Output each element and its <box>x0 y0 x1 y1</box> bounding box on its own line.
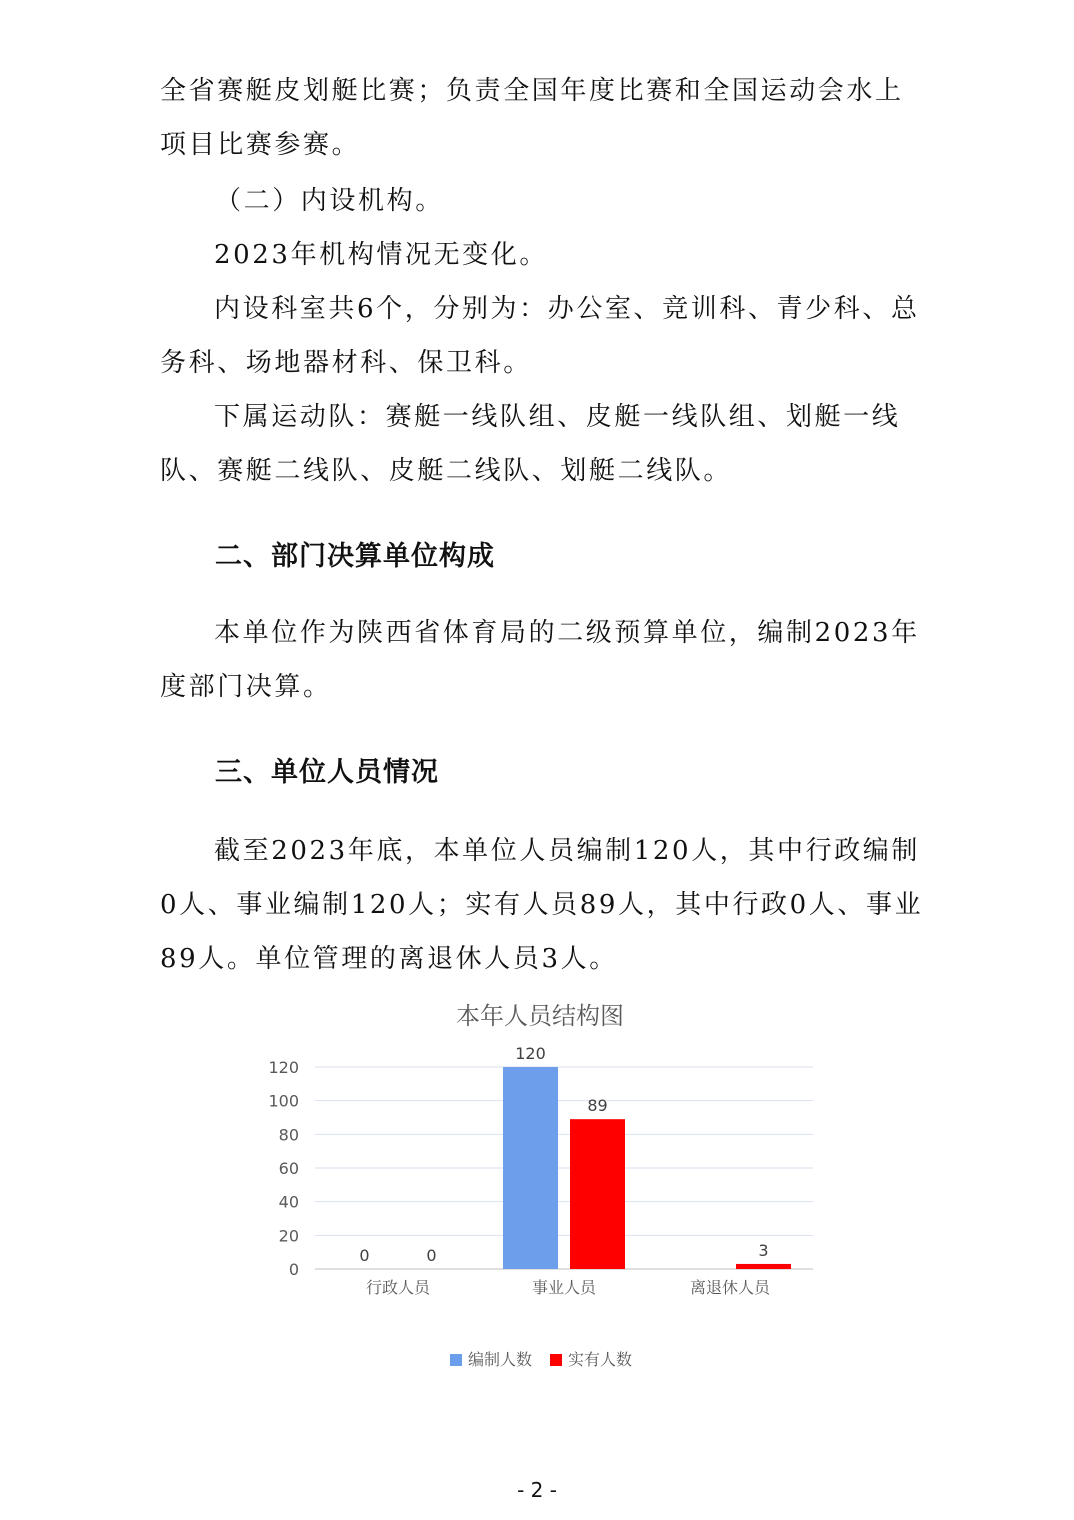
legend-label: 编制人数 <box>468 1350 533 1369</box>
x-tick-label: 离退休人员 <box>689 1278 771 1297</box>
bar-实有人数-事业人员 <box>570 1119 625 1269</box>
paragraph-duties: 全省赛艇皮划艇比赛；负责全国年度比赛和全国运动会水上项目比赛参赛。 <box>160 76 904 160</box>
data-label: 0 <box>426 1246 437 1265</box>
data-label: 120 <box>515 1044 546 1063</box>
y-tick-label: 100 <box>268 1091 299 1111</box>
y-tick-label: 40 <box>278 1192 299 1212</box>
legend-swatch <box>550 1354 562 1366</box>
bar-编制人数-事业人员 <box>503 1067 558 1269</box>
section-heading-2: 二、部门决算单位构成 <box>215 541 495 572</box>
data-label: 3 <box>758 1240 769 1260</box>
paragraph-departments: 内设科室共6个，分别为：办公室、竞训科、青少科、总务科、场地器材科、保卫科。 <box>160 294 920 378</box>
data-label: 89 <box>587 1096 608 1116</box>
data-label: 0 <box>359 1246 370 1265</box>
legend-label: 实有人数 <box>568 1350 633 1369</box>
page-number: - 2 - <box>517 1478 557 1502</box>
paragraph-staff: 截至2023年底，本单位人员编制120人，其中行政编制0人、事业编制120人；实有人员89人，其中行政0人、事业89人。单位管理的离退休人员3人。 <box>160 836 924 974</box>
y-tick-label: 0 <box>288 1260 299 1279</box>
chart-title: 本年人员结构图 <box>456 1002 624 1030</box>
paragraph-no-change: 2023年机构情况无变化。 <box>214 240 548 270</box>
staff-structure-chart <box>250 992 830 1392</box>
paragraph-budget-unit: 本单位作为陕西省体育局的二级预算单位，编制2023年度部门决算。 <box>160 618 920 702</box>
bar-实有人数-离退休人员 <box>736 1264 791 1269</box>
legend-swatch <box>450 1354 462 1366</box>
x-tick-label: 事业人员 <box>531 1278 597 1297</box>
section-heading-3: 三、单位人员情况 <box>215 757 439 788</box>
y-tick-label: 20 <box>278 1226 299 1246</box>
y-tick-label: 60 <box>278 1159 299 1178</box>
y-tick-label: 80 <box>278 1125 299 1145</box>
y-tick-label: 120 <box>268 1058 299 1077</box>
x-tick-label: 行政人员 <box>365 1278 431 1297</box>
subheading-internal-orgs: （二）内设机构。 <box>215 186 444 216</box>
paragraph-teams: 下属运动队：赛艇一线队组、皮艇一线队组、划艇一线队、赛艇二线队、皮艇二线队、划艇二线队。 <box>160 402 901 486</box>
